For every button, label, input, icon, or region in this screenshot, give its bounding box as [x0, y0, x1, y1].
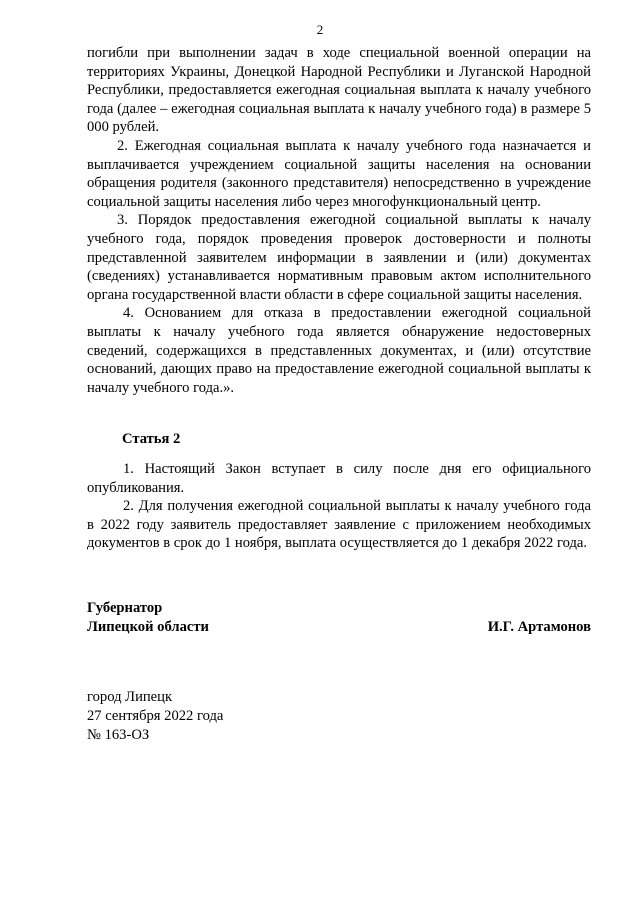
- footer-city: город Липецк: [87, 689, 173, 705]
- paragraph-4: 4. Основанием для отказа в предоставлении ежегодной социальной выплаты к началу учебного года является обнаружение недостоверных сведений, содержащихся в представленных документах, и (или) отсутствие оснований, дающих право на предоставление ежегодной социальной выплаты к началу учебного года.».: [87, 305, 591, 396]
- footer-block: [87, 688, 223, 745]
- paragraph-2: 2. Ежегодная социальная выплата к началу учебного года назначается и выплачивается учреждением социальной защиты населения на основании обращения родителя (законного представителя) непосредственно в учреждение социальной защиты населения либо через многофункциональный центр.: [87, 137, 591, 210]
- signature-title-line2: Липецкой области: [87, 619, 209, 635]
- footer-number: № 163-ОЗ: [87, 727, 150, 743]
- signature-block: [87, 599, 591, 637]
- paragraph-3: 3. Порядок предоставления ежегодной социальной выплаты к началу учебного года, порядок проведения проверок достоверности и полноты представленной заявителем информации в заявлении и (или) документах (сведениях) устанавливается нормативным правовым актом исполнительного органа государственной власти области в сфере социальной защиты населения.: [87, 212, 591, 303]
- signature-title-line1: Губернатор: [87, 600, 163, 616]
- paragraph-continuation: погибли при выполнении задач в ходе специальной военной операции на территориях Украины, Донецкой Народной Республики и Луганской Народной Республики, предоставляется ежегодная социальная выплата к началу учебного года (далее – ежегодная социальная выплата к началу учебного года) в размере 5 000 рублей.: [87, 45, 591, 136]
- footer-date: 27 сентября 2022 года: [87, 708, 224, 724]
- page-number: 2: [316, 22, 324, 37]
- signature-name: И.Г. Артамонов: [487, 619, 591, 635]
- article-paragraph-2: 2. Для получения ежегодной социальной выплаты к началу учебного года в 2022 году заявитель предоставляет заявление с приложением необходимых документов в срок до 1 ноября, выплата осуществляется до 1 декабря 2022 года.: [87, 498, 591, 552]
- body-text: [87, 44, 591, 397]
- article-paragraph-1: 1. Настоящий Закон вступает в силу после дня его официального опубликования.: [87, 461, 591, 496]
- article-heading: Статья 2: [122, 431, 181, 447]
- article-body: [87, 460, 591, 553]
